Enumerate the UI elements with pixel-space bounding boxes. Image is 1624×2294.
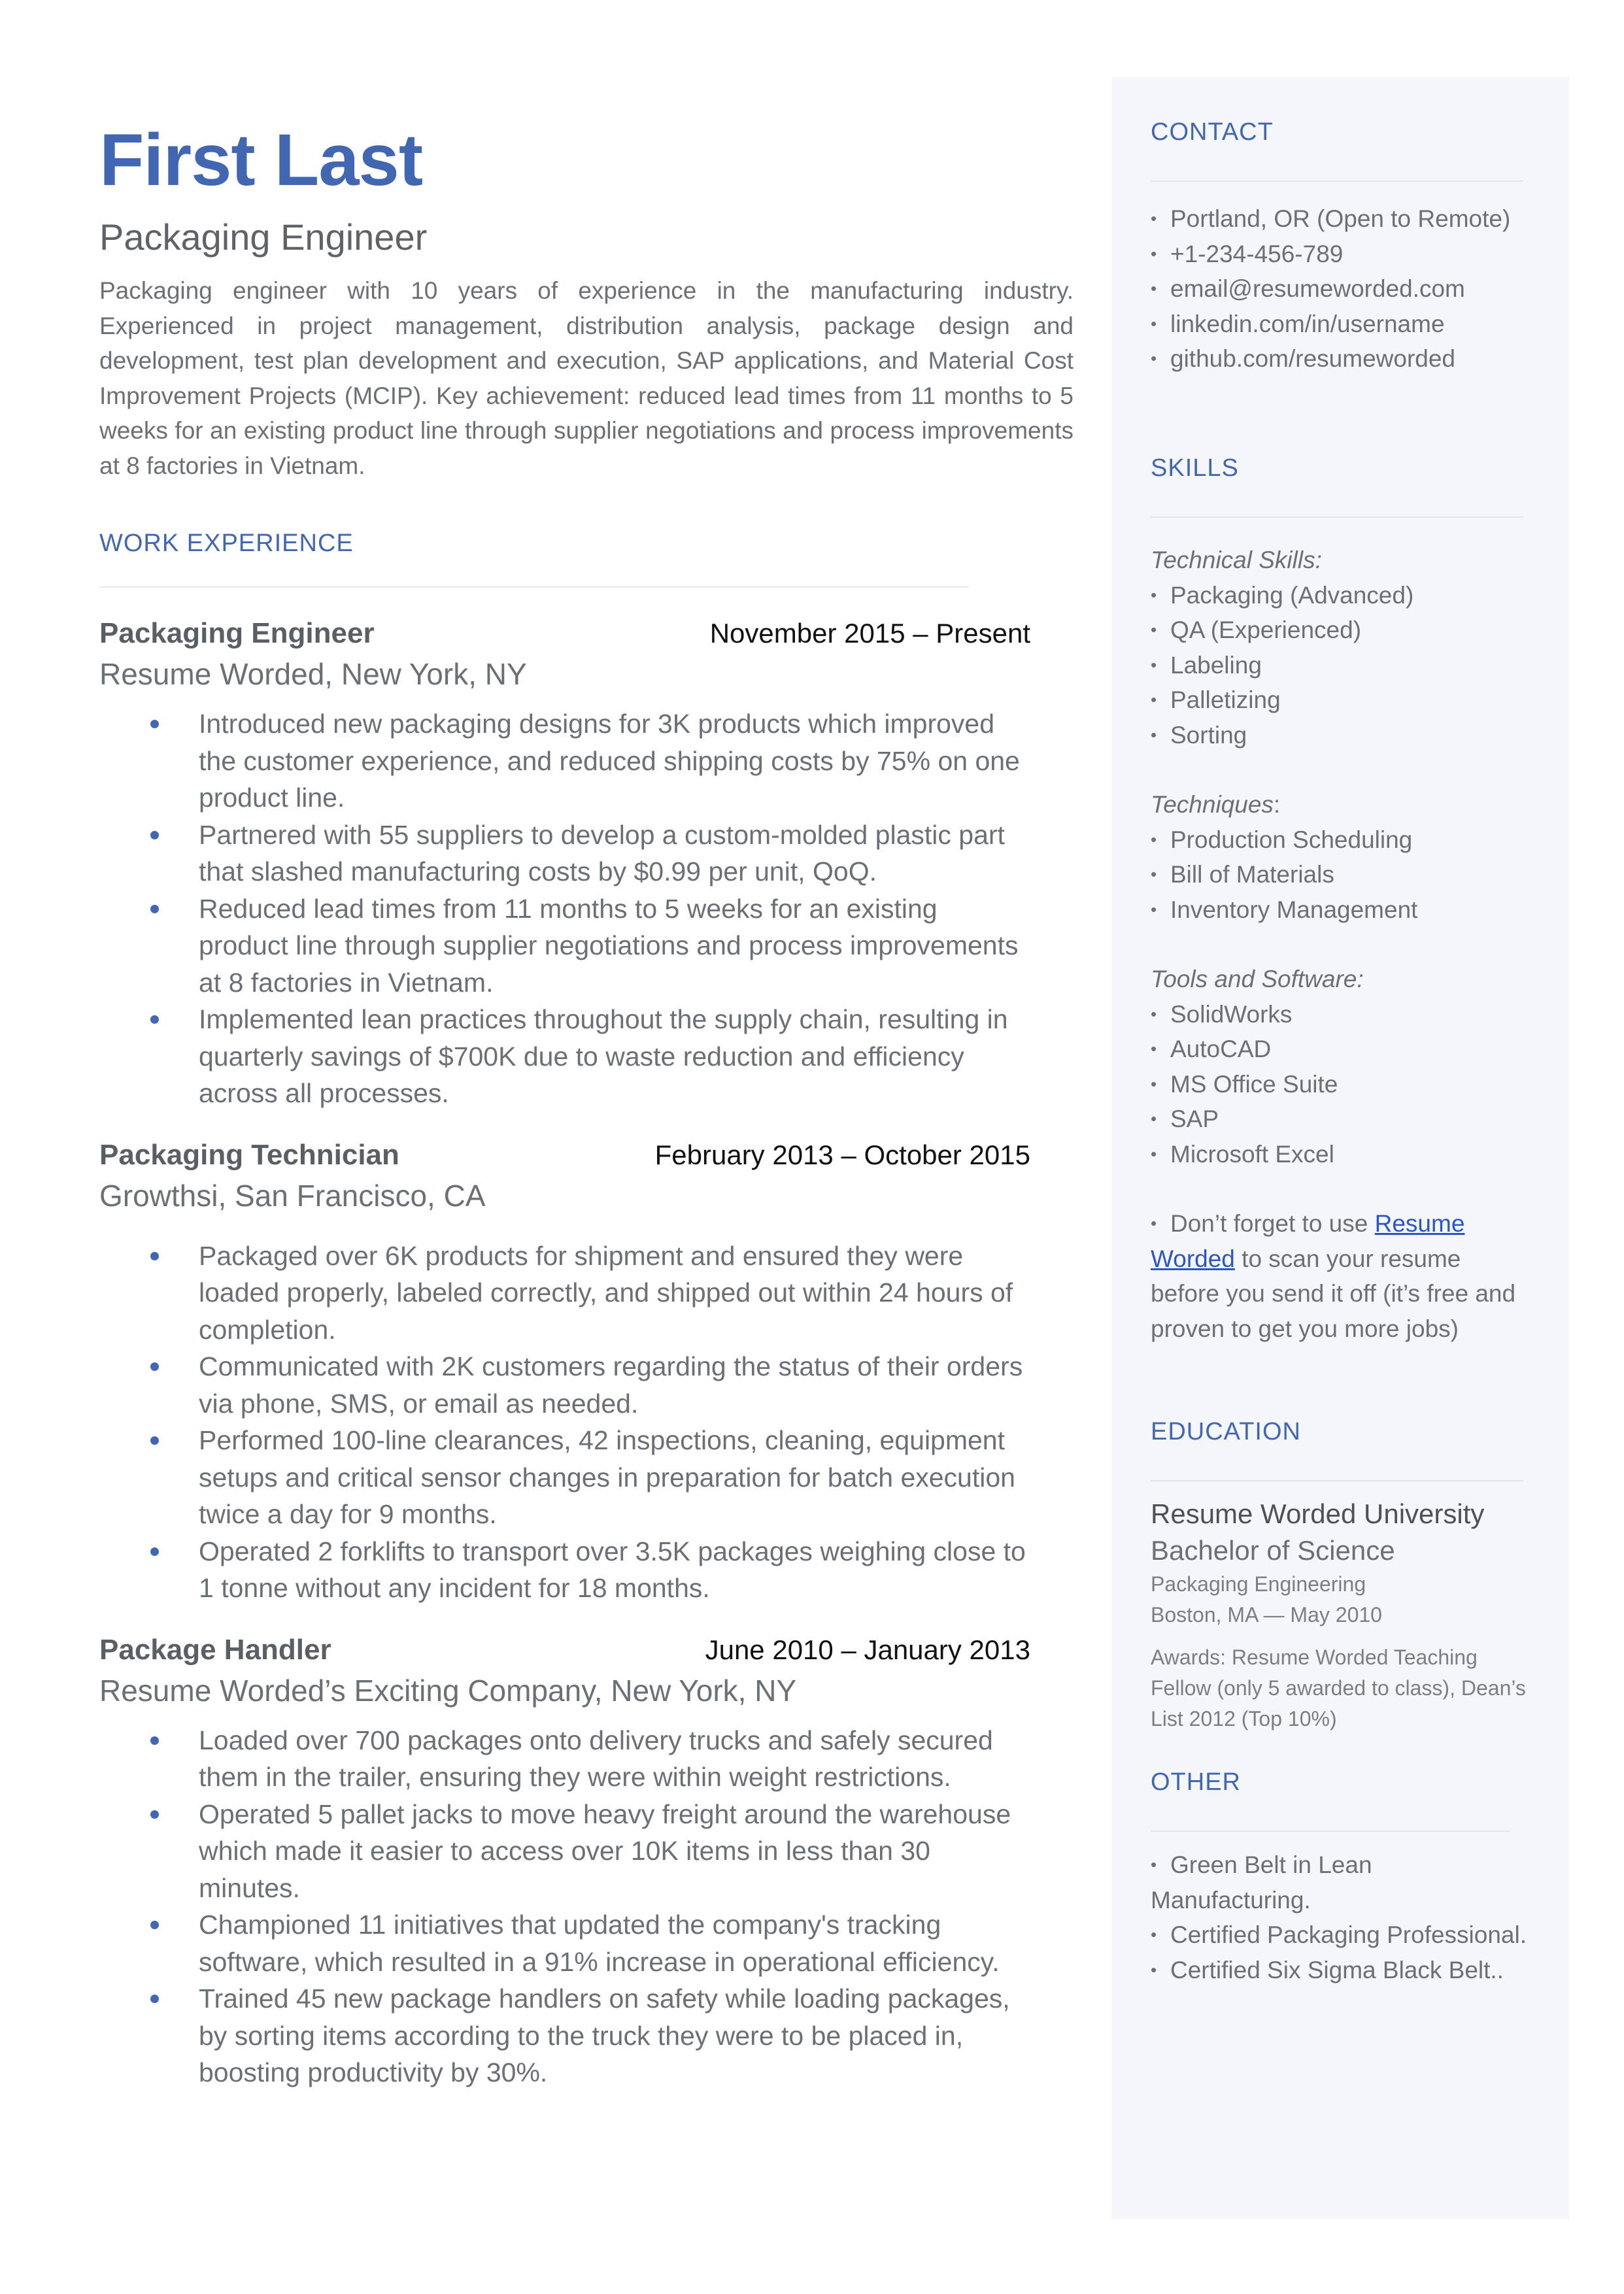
list-item: • Sorting <box>1151 718 1543 753</box>
list-item: Operated 5 pallet jacks to move heavy freight around the warehouse which made it easier to access over 10K items in less than 30 minutes. <box>99 1796 1030 1907</box>
bullet-icon: • <box>1151 1959 1157 1980</box>
section-divider <box>99 586 969 588</box>
list-item: • SolidWorks <box>1151 997 1543 1032</box>
skills-block <box>1151 543 1543 1346</box>
contact-location: • Portland, OR (Open to Remote) <box>1151 201 1510 237</box>
tools-label: Tools and Software: <box>1151 966 1364 992</box>
job-header <box>99 615 1030 652</box>
awards: Awards: Resume Worded Teaching Fellow (only 5 awarded to class), Dean’s List 2012 (Top 10%) <box>1151 1645 1526 1730</box>
list-item: • Microsoft Excel <box>1151 1137 1543 1172</box>
job-company: Resume Worded, New York, NY <box>99 657 527 691</box>
techniques-label: Techniques: <box>1151 791 1281 818</box>
contact-heading: CONTACT <box>1151 118 1274 146</box>
resume-worded-link[interactable]: Worded <box>1151 1245 1235 1272</box>
job-title: Packaging Technician <box>99 1138 399 1171</box>
list-item: • Inventory Management <box>1151 892 1543 928</box>
list-item: • SAP <box>1151 1102 1543 1137</box>
job-title: Packaging Engineer <box>99 617 375 649</box>
job-header <box>99 1632 1030 1668</box>
bullet-icon <box>150 1362 159 1371</box>
list-item: • Palletizing <box>1151 683 1543 718</box>
list-item: Championed 11 initiatives that updated the company's tracking software, which resulted in a 91% increase in operational efficiency. <box>99 1906 1030 1980</box>
bullet-icon <box>150 720 159 728</box>
list-item: Reduced lead times from 11 months to 5 weeks for an existing product line through supplier negotiations and process improvements at 8 factories in Vietnam. <box>99 890 1030 1002</box>
bullet-icon: • <box>1151 1213 1157 1233</box>
work-experience-heading: WORK EXPERIENCE <box>99 530 354 557</box>
summary-paragraph: Packaging engineer with 10 years of experience in the manufacturing industry. Experienced in project management, distribution analysis, package design and development, test plan development and execution, SAP applications, and Material Cost Improvement Projects (MCIP). Key achievement: reduced lead times from 11 months to 5 weeks for an existing product line through supplier negotiations and process improvements at 8 factories in Vietnam. <box>99 277 1074 479</box>
list-item: Operated 2 forklifts to transport over 3.5K packages weighing close to 1 tonne without any incident for 18 months. <box>99 1533 1030 1607</box>
bullet-icon <box>150 831 159 839</box>
techniques-list <box>1151 822 1543 928</box>
list-item: • Bill of Materials <box>1151 857 1543 892</box>
contact-list <box>1151 201 1510 377</box>
list-item: Introduced new packaging designs for 3K products which improved the customer experience, and reduced shipping costs by 75% on one product line. <box>99 705 1030 817</box>
job-bullets <box>99 1722 1030 2091</box>
job-bullets <box>99 705 1030 1112</box>
bullet-icon <box>150 1252 159 1260</box>
degree: Bachelor of Science <box>1151 1535 1395 1566</box>
list-item: • QA (Experienced) <box>1151 613 1543 648</box>
bullet-icon: • <box>1151 1855 1157 1874</box>
section-divider <box>1151 1480 1523 1481</box>
bullet-icon <box>150 1436 159 1445</box>
candidate-name: First Last <box>99 119 423 201</box>
location-date: Boston, MA — May 2010 <box>1151 1603 1382 1627</box>
job-dates: February 2013 – October 2015 <box>654 1139 1030 1170</box>
list-item: • Packaging (Advanced) <box>1151 578 1543 613</box>
job-company: Resume Worded’s Exciting Company, New York, NY <box>99 1673 797 1708</box>
section-divider <box>1151 1830 1510 1832</box>
other-heading: OTHER <box>1151 1768 1241 1796</box>
bullet-icon <box>150 1015 159 1024</box>
list-item: Communicated with 2K customers regarding the status of their orders via phone, SMS, or email as needed. <box>99 1348 1030 1422</box>
job-entry <box>99 1632 1030 2091</box>
sidebar <box>1111 77 1569 2219</box>
bullet-icon <box>150 905 159 913</box>
technical-skills-list <box>1151 578 1543 753</box>
skills-heading: SKILLS <box>1151 454 1239 482</box>
major: Packaging Engineering <box>1151 1572 1366 1596</box>
other-block: • Green Belt in Lean Manufacturing. • Certified Packaging Professional. • Certified Six Sigma Black Belt.. <box>1151 1847 1543 1987</box>
candidate-title: Packaging Engineer <box>99 216 428 258</box>
bullet-icon <box>150 1547 159 1556</box>
list-item: • Green Belt in Lean <box>1151 1847 1543 1883</box>
bullet-icon <box>150 1810 159 1819</box>
list-item: Loaded over 700 packages onto delivery trucks and safely secured them in the trailer, ensuring they were within weight restrictions. <box>99 1722 1030 1796</box>
contact-email: • email@resumeworded.com <box>1151 271 1510 307</box>
technical-skills-label: Technical Skills: <box>1151 547 1322 573</box>
list-item: • Certified Packaging Professional. <box>1151 1917 1543 1953</box>
resume-worded-link[interactable]: Resume <box>1374 1210 1465 1237</box>
job-dates: June 2010 – January 2013 <box>705 1634 1030 1665</box>
list-item: • Labeling <box>1151 648 1543 683</box>
list-item: • Certified Six Sigma Black Belt.. <box>1151 1953 1543 1988</box>
job-dates: November 2015 – Present <box>709 618 1030 649</box>
section-divider <box>1151 180 1523 182</box>
contact-linkedin: • linkedin.com/in/username <box>1151 307 1510 342</box>
bullet-icon <box>150 1736 159 1745</box>
main-column <box>99 118 1074 2091</box>
tools-list <box>1151 997 1543 1172</box>
list-item: • MS Office Suite <box>1151 1067 1543 1102</box>
list-item: Implemented lean practices throughout the supply chain, resulting in quarterly savings of $700K due to waste reduction and efficiency across all processes. <box>99 1001 1030 1112</box>
resume-tip: • Don’t forget to use Resume Worded to scan your resume before you send it off (it’s free and proven to get you more jobs) <box>1151 1206 1543 1346</box>
list-item: • AutoCAD <box>1151 1032 1543 1067</box>
education-block <box>1151 1496 1543 1734</box>
list-item: • Production Scheduling <box>1151 822 1543 858</box>
list-item: Partnered with 55 suppliers to develop a custom-molded plastic part that slashed manufacturing costs by $0.99 per unit, QoQ. <box>99 817 1030 890</box>
job-bullets <box>99 1238 1030 1607</box>
contact-phone: • +1-234-456-789 <box>1151 237 1510 272</box>
list-item: Packaged over 6K products for shipment and ensured they were loaded properly, labeled correctly, and shipped out within 24 hours of completion. <box>99 1238 1030 1349</box>
school-name: Resume Worded University <box>1151 1498 1485 1529</box>
job-title: Package Handler <box>99 1633 331 1666</box>
job-entry <box>99 1137 1030 1607</box>
job-entry <box>99 615 1030 1112</box>
section-divider <box>1151 516 1523 518</box>
bullet-icon: • <box>1151 1925 1157 1944</box>
list-item: Trained 45 new package handlers on safety while loading packages, by sorting items according to the truck they were to be placed in, boosting productivity by 30%. <box>99 1980 1030 2091</box>
education-heading: EDUCATION <box>1151 1418 1301 1445</box>
job-company: Growthsi, San Francisco, CA <box>99 1178 486 1213</box>
contact-github: • github.com/resumeworded <box>1151 341 1510 377</box>
list-item: Performed 100-line clearances, 42 inspections, cleaning, equipment setups and critical sensor changes in preparation for batch execution twice a day for 9 months. <box>99 1422 1030 1533</box>
bullet-icon <box>150 1921 159 1929</box>
job-header <box>99 1137 1030 1173</box>
bullet-icon <box>150 1995 159 2003</box>
